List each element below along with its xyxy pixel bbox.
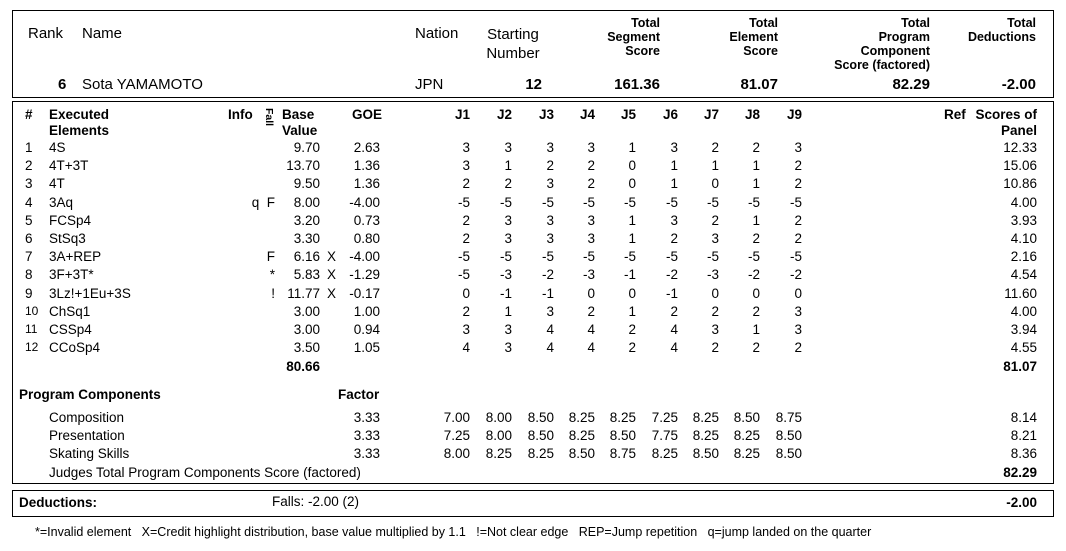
element-judge-score: 1 [752,322,760,337]
element-judge-score: -3 [499,267,512,283]
element-judge-score: 3 [504,212,512,228]
element-goe: -1.29 [349,267,380,283]
element-judge-score: -5 [789,249,802,265]
element-base-value: 11.77 [287,285,320,301]
element-base-value: 8.00 [293,194,320,210]
skater-name: Sota YAMAMOTO [82,76,203,93]
element-judge-score: 3 [670,212,678,228]
element-judge-score: -5 [457,194,470,210]
element-name: FCSp4 [49,212,92,228]
pc-name: Skating Skills [49,446,130,462]
element-judge-score: 2 [794,340,802,356]
element-judge-score: 3 [546,140,554,155]
pc-judge-score: 8.25 [568,410,595,425]
element-judge-score: -5 [499,194,512,210]
element-judge-score: 4 [587,340,595,356]
element-judge-score: -2 [665,267,678,283]
element-judge-score: 1 [670,176,678,192]
element-judge-score: -3 [706,267,719,283]
element-name: 4S [49,140,66,155]
element-base-value: 3.00 [293,303,320,319]
element-judge-score: 4 [546,322,554,337]
element-judge-score: 3 [546,212,554,228]
element-name: ChSq1 [49,303,91,319]
element-judge-score: -5 [541,249,554,265]
starting-number-value: 12 [525,76,542,93]
element-panel-score: 4.00 [1010,194,1037,210]
deductions-detail: Falls: -2.00 (2) [272,494,360,509]
element-judge-score: 2 [462,231,470,246]
element-judge-score: -5 [541,194,554,210]
element-judge-score: 3 [711,322,719,337]
element-x-mark: X [327,249,337,265]
element-judge-score: 2 [670,303,678,319]
pcs-label: Total Program Component Score (factored) [834,16,930,72]
element-judge-score: -3 [582,267,595,283]
judge-header-j4: J4 [579,107,595,122]
element-judge-score: 0 [628,158,636,174]
element-judge-score: 2 [711,212,719,228]
element-judge-score: 2 [670,231,678,246]
element-judge-score: 0 [711,285,719,301]
rank-label: Rank [28,25,64,42]
element-goe: 1.36 [353,176,380,192]
tes-label: Total Element Score [729,16,778,58]
element-judge-score: -5 [623,249,636,265]
element-number: 10 [25,303,39,318]
element-goe: 0.94 [353,322,380,337]
element-judge-score: 2 [504,176,512,192]
element-judge-score: 0 [462,285,470,301]
pc-judge-score: 8.25 [568,428,595,444]
element-info: * [269,267,275,283]
element-judge-score: 2 [462,303,470,319]
col-goe-header: GOE [352,107,383,122]
element-judge-score: 2 [752,303,760,319]
element-panel-score: 11.60 [1004,285,1037,301]
element-judge-score: 1 [628,231,636,246]
col-info-header: Info [228,107,253,122]
pc-judge-score: 8.25 [527,446,554,462]
pcs-total-value: 82.29 [1003,465,1037,480]
element-panel-score: 15.06 [1003,158,1037,174]
element-number: 7 [25,249,33,265]
element-judge-score: 2 [628,322,636,337]
element-judge-score: 2 [711,303,719,319]
element-goe: -4.00 [349,194,380,210]
element-judge-score: -1 [665,285,678,301]
element-name: CCoSp4 [49,340,101,356]
deductions-row-total: -2.00 [1006,495,1037,510]
element-number: 2 [25,158,33,174]
element-judge-score: 3 [587,231,595,246]
clipped-text-line [0,0,1066,3]
element-judge-score: 4 [546,340,554,356]
pc-panel-score: 8.36 [1010,446,1037,462]
element-judge-score: 3 [462,322,470,337]
element-judge-score: 2 [462,176,470,192]
element-number: 3 [25,176,33,192]
element-number: 9 [25,285,33,301]
element-panel-score: 4.10 [1010,231,1037,246]
program-components-title: Program Components [19,387,161,402]
element-judge-score: 0 [628,176,636,192]
element-goe: -0.17 [349,285,380,301]
element-judge-score: -5 [582,249,595,265]
tss-label: Total Segment Score [607,16,660,58]
element-base-value: 13.70 [286,158,320,174]
element-goe: 0.80 [353,231,380,246]
col-num-header: # [25,107,33,122]
element-judge-score: -1 [499,285,512,301]
element-name: 4T+3T [49,158,89,174]
pc-judge-score: 7.25 [651,410,678,425]
element-name: 3A+REP [49,249,102,265]
element-judge-score: 3 [462,158,470,174]
element-number: 1 [25,140,33,155]
element-judge-score: -5 [747,194,760,210]
element-number: 12 [25,340,39,355]
element-judge-score: 2 [462,212,470,228]
element-judge-score: -5 [623,194,636,210]
element-judge-score: 2 [752,231,760,246]
element-judge-score: 2 [794,212,802,228]
element-panel-score: 4.55 [1010,340,1037,356]
element-judge-score: 3 [794,322,802,337]
element-name: 4T [49,176,65,192]
deductions-label: Total Deductions [967,16,1036,44]
pc-judge-score: 8.75 [775,410,802,425]
element-judge-score: -5 [665,194,678,210]
element-judge-score: 1 [628,140,636,155]
pc-judge-score: 7.75 [651,428,678,444]
element-info: q F [251,194,275,210]
pc-judge-score: 8.50 [775,428,802,444]
element-score-total: 81.07 [1003,359,1037,374]
element-judge-score: -5 [706,194,719,210]
element-judge-score: 3 [546,231,554,246]
element-judge-score: 1 [504,303,512,319]
element-goe: 1.36 [353,158,380,174]
element-base-value: 9.50 [293,176,320,192]
element-judge-score: 3 [504,322,512,337]
element-judge-score: 0 [628,285,636,301]
pc-panel-score: 8.21 [1010,428,1037,444]
element-judge-score: 2 [546,158,554,174]
name-label: Name [82,25,123,42]
pc-judge-score: 8.75 [609,446,636,462]
element-judge-score: 2 [587,158,595,174]
element-judge-score: 1 [711,158,719,174]
element-number: 4 [25,194,33,210]
element-base-value: 6.16 [293,249,320,265]
element-info: F [266,249,275,265]
element-judge-score: -1 [623,267,636,283]
element-judge-score: 1 [752,212,760,228]
element-base-value: 3.00 [293,322,320,337]
element-judge-score: -5 [582,194,595,210]
element-name: 3Aq [49,194,74,210]
element-judge-score: -2 [747,267,760,283]
element-judge-score: -2 [789,267,802,283]
pc-judge-score: 8.50 [733,410,760,425]
pc-judge-score: 8.50 [568,446,595,462]
pcs-total-label: Judges Total Program Components Score (factored) [49,465,361,480]
element-name: CSSp4 [49,322,92,337]
element-base-value: 3.50 [293,340,320,356]
element-judge-score: 2 [587,303,595,319]
col-executed-header: Executed Elements [49,107,110,138]
element-name: 3F+3T* [49,267,94,283]
element-info: ! [271,285,275,301]
element-judge-score: 0 [587,285,595,301]
element-number: 11 [25,322,38,336]
element-judge-score: 3 [794,303,802,319]
pc-judge-score: 8.50 [527,410,554,425]
col-scores-header: Scores of Panel [975,107,1037,138]
element-judge-score: 3 [794,140,802,155]
element-judge-score: 3 [504,340,512,356]
pc-factor: 3.33 [353,446,380,462]
legend: *=Invalid element X=Credit highlight distribution, base value multiplied by 1.1 !=Not clear edge REP=Jump repetition q=jump landed on the quarter [35,525,872,539]
pc-name: Presentation [49,428,125,444]
pc-factor: 3.33 [353,410,380,425]
element-judge-score: 3 [546,176,554,192]
element-judge-score: 2 [711,140,719,155]
judge-header-j2: J2 [496,107,512,122]
element-number: 6 [25,231,33,246]
pc-name: Composition [49,410,125,425]
element-panel-score: 4.00 [1010,303,1037,319]
element-panel-score: 4.54 [1010,267,1037,283]
element-panel-score: 10.86 [1003,176,1037,192]
element-judge-score: 3 [462,140,470,155]
element-judge-score: 2 [628,340,636,356]
element-judge-score: 2 [711,340,719,356]
pc-judge-score: 7.00 [443,410,470,425]
pc-judge-score: 8.50 [692,446,719,462]
judge-header-j6: J6 [662,107,678,122]
nation-label: Nation [415,25,459,42]
element-judge-score: 1 [628,303,636,319]
pc-judge-score: 8.25 [692,410,719,425]
element-judge-score: -5 [457,249,470,265]
rank-value: 6 [58,76,67,93]
element-judge-score: -5 [665,249,678,265]
element-judge-score: 1 [628,212,636,228]
deductions-box [12,490,1054,517]
element-judge-score: -5 [457,267,470,283]
starting-number-label: Starting Number [486,26,540,62]
element-judge-score: 2 [587,176,595,192]
element-judge-score: 1 [670,158,678,174]
element-base-value: 9.70 [293,140,320,155]
judge-header-j8: J8 [744,107,760,122]
element-judge-score: 2 [752,340,760,356]
element-judge-score: 0 [711,176,719,192]
element-judge-score: 3 [546,303,554,319]
pc-judge-score: 8.25 [733,446,760,462]
element-judge-score: -5 [499,249,512,265]
pc-judge-score: 8.50 [609,428,636,444]
judge-header-j9: J9 [786,107,802,122]
element-number: 8 [25,267,33,283]
deductions-value: -2.00 [1001,76,1036,93]
factor-header: Factor [338,387,380,402]
element-judge-score: 4 [462,340,470,356]
element-goe: -4.00 [349,249,380,265]
element-panel-score: 3.93 [1010,212,1037,228]
element-goe: 1.05 [353,340,380,356]
element-judge-score: -1 [541,285,554,301]
pc-judge-score: 8.00 [443,446,470,462]
judge-header-j5: J5 [620,107,636,122]
element-judge-score: 3 [670,140,678,155]
nation-value: JPN [415,76,444,93]
pc-judge-score: 8.25 [651,446,678,462]
element-judge-score: 2 [794,231,802,246]
pc-judge-score: 7.25 [443,428,470,444]
element-x-mark: X [327,285,337,301]
pc-panel-score: 8.14 [1010,410,1037,425]
pc-judge-score: 8.00 [485,410,512,425]
element-judge-score: 3 [587,212,595,228]
element-judge-score: 2 [752,140,760,155]
judge-header-j1: J1 [454,107,470,122]
col-ref-header: Ref [944,107,966,122]
element-judge-score: 3 [587,140,595,155]
element-base-value: 5.83 [293,267,320,283]
judge-header-j7: J7 [703,107,719,122]
element-judge-score: 1 [504,158,512,174]
element-judge-score: 0 [794,285,802,301]
deductions-row-label: Deductions: [19,495,98,510]
element-judge-score: 2 [794,158,802,174]
element-goe: 1.00 [353,303,380,319]
element-name: StSq3 [49,231,86,246]
pc-judge-score: 8.25 [733,428,760,444]
element-name: 3Lz!+1Eu+3S [49,285,131,301]
element-judge-score: -5 [789,194,802,210]
element-goe: 2.63 [353,140,380,155]
element-judge-score: -2 [541,267,554,283]
pc-judge-score: 8.25 [485,446,512,462]
element-judge-score: 3 [504,231,512,246]
element-judge-score: 0 [752,285,760,301]
element-judge-score: 4 [587,322,595,337]
pc-factor: 3.33 [353,428,380,444]
pc-judge-score: 8.50 [775,446,802,462]
element-judge-score: 1 [752,158,760,174]
pc-judge-score: 8.25 [609,410,636,425]
element-judge-score: 4 [670,340,678,356]
base-value-total: 80.66 [286,359,320,374]
judge-header-j3: J3 [538,107,554,122]
element-judge-score: 1 [752,176,760,192]
element-judge-score: 3 [711,231,719,246]
element-number: 5 [25,212,33,228]
pc-judge-score: 8.25 [692,428,719,444]
element-judge-score: 3 [504,140,512,155]
tes-value: 81.07 [740,76,778,93]
element-base-value: 3.20 [293,212,320,228]
col-fall-header: Fall [263,108,275,127]
pc-judge-score: 8.50 [527,428,554,444]
element-judge-score: 4 [670,322,678,337]
col-base-header: Base Value [282,107,318,138]
pc-judge-score: 8.00 [485,428,512,444]
element-panel-score: 12.33 [1003,140,1037,155]
element-panel-score: 2.16 [1010,249,1037,265]
tss-value: 161.36 [614,76,660,93]
element-goe: 0.73 [353,212,380,228]
element-judge-score: 2 [794,176,802,192]
element-judge-score: -5 [747,249,760,265]
element-base-value: 3.30 [293,231,320,246]
element-judge-score: -5 [706,249,719,265]
element-panel-score: 3.94 [1010,322,1037,337]
pcs-value: 82.29 [892,76,930,93]
element-x-mark: X [327,267,337,283]
